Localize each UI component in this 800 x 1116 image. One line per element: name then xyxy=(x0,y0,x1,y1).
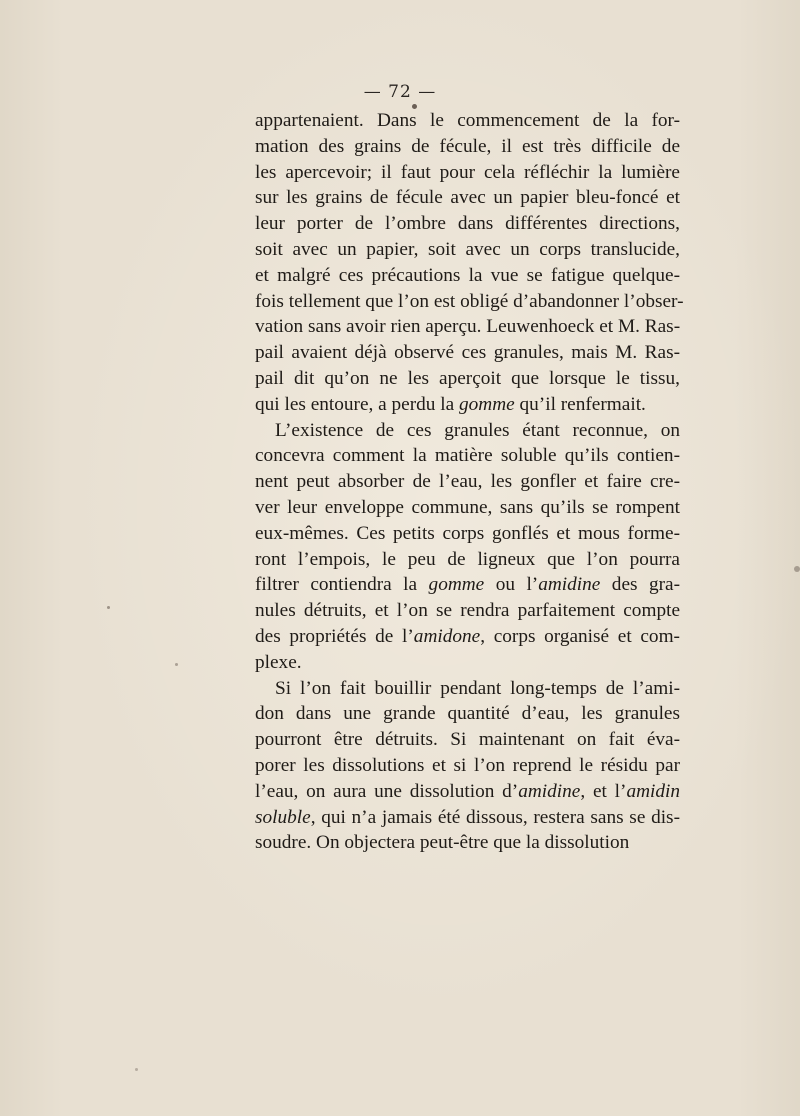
text-line xyxy=(255,572,680,598)
text-line xyxy=(255,521,680,547)
text-line xyxy=(255,469,680,495)
page-speck xyxy=(175,663,178,666)
italic-term: amidine xyxy=(518,780,581,802)
text-run: concevra comment la matière soluble qu’ils contien- xyxy=(255,445,680,467)
text-line xyxy=(255,727,680,753)
italic-term: gomme xyxy=(428,574,485,596)
text-run: L’existence de ces granules étant reconnue, on xyxy=(275,419,680,441)
page-speck xyxy=(794,566,800,572)
text-run: vation sans avoir rien aperçu. Leuwenhoeck et M. Ras- xyxy=(255,316,681,338)
text-run: ver leur enveloppe commune, sans qu’ils se rompent xyxy=(255,496,680,518)
text-run: qui les entoure, a perdu la xyxy=(255,393,459,415)
italic-term: amidine xyxy=(538,574,601,596)
page-number: — 72 — xyxy=(363,82,437,102)
text-line xyxy=(255,598,680,624)
text-line xyxy=(255,650,680,676)
text-run: et malgré ces précautions la vue se fatigue quelque- xyxy=(255,264,680,286)
text-line xyxy=(255,289,684,315)
text-run: Si l’on fait bouillir pendant long-temps de l’ami- xyxy=(275,677,680,699)
text-run: soudre. On objectera peut-être que la dissolution xyxy=(255,832,630,854)
text-run: des gra- xyxy=(600,574,680,596)
text-run: appartenaient. Dans le commencement de la for- xyxy=(255,110,680,131)
text-line xyxy=(255,340,680,366)
text-run: l’eau, on aura une dissolution d’ xyxy=(255,780,519,802)
text-line xyxy=(255,185,680,211)
text-line xyxy=(255,443,680,469)
text-run: leur porter de l’ombre dans différentes directions, xyxy=(255,213,680,235)
text-run: , qui n’a jamais été dissous, restera sans se dis- xyxy=(310,806,680,828)
text-run: plexe. xyxy=(255,651,302,673)
text-run: fois tellement que l’on est obligé d’abandonner l’obser- xyxy=(255,290,684,312)
text-line xyxy=(255,160,680,186)
text-line xyxy=(255,108,680,134)
italic-term: amidin xyxy=(626,780,680,802)
text-line xyxy=(255,314,680,340)
body-text xyxy=(255,108,684,856)
text-line xyxy=(255,676,680,702)
text-run: , corps organisé et com- xyxy=(480,625,680,647)
page-speck xyxy=(107,606,110,609)
text-line xyxy=(255,211,680,237)
text-run: des propriétés de l’ xyxy=(255,625,414,647)
text-run: nent peut absorber de l’eau, les gonfler et faire cre- xyxy=(255,471,680,493)
text-line xyxy=(255,701,680,727)
text-run: soit avec un papier, soit avec un corps translucide, xyxy=(255,238,680,260)
text-run: , et l’ xyxy=(580,780,627,802)
text-run: porer les dissolutions et si l’on reprend le résidu par xyxy=(255,754,680,776)
italic-term: amidone xyxy=(413,625,481,647)
text-run: ront l’empois, le peu de ligneux que l’on pourra xyxy=(255,548,680,570)
text-run: pail dit qu’on ne les aperçoit que lorsque le tissu, xyxy=(255,367,680,389)
text-run: filtrer contiendra la xyxy=(255,574,429,596)
text-line xyxy=(255,134,680,160)
text-line xyxy=(255,805,680,831)
text-line xyxy=(255,366,680,392)
text-line xyxy=(255,547,680,573)
text-run: sur les grains de fécule avec un papier bleu-foncé et xyxy=(255,187,680,209)
text-line xyxy=(255,418,680,444)
italic-term: gomme xyxy=(459,393,515,415)
text-line xyxy=(255,263,680,289)
text-line xyxy=(255,392,680,418)
text-line xyxy=(255,495,680,521)
text-line xyxy=(255,753,680,779)
italic-term: soluble xyxy=(255,806,311,828)
text-run: eux-mêmes. Ces petits corps gonflés et mous forme- xyxy=(255,522,680,544)
text-line xyxy=(255,237,680,263)
page-speck xyxy=(412,104,417,109)
page-speck xyxy=(135,1068,138,1071)
text-run: pail avaient déjà observé ces granules, mais M. Ras- xyxy=(255,342,680,364)
text-run: ou l’ xyxy=(484,574,539,596)
text-run: don dans une grande quantité d’eau, les granules xyxy=(255,703,680,725)
text-run: mation des grains de fécule, il est très difficile de xyxy=(255,135,680,157)
text-run: pourront être détruits. Si maintenant on fait éva- xyxy=(255,729,680,751)
text-run: les apercevoir; il faut pour cela réfléchir la lumière xyxy=(255,161,680,183)
text-line xyxy=(255,624,680,650)
text-run: nules détruits, et l’on se rendra parfaitement compte xyxy=(255,600,680,622)
text-line xyxy=(255,830,680,856)
text-run: qu’il renfermait. xyxy=(514,393,646,415)
text-line xyxy=(255,779,680,805)
